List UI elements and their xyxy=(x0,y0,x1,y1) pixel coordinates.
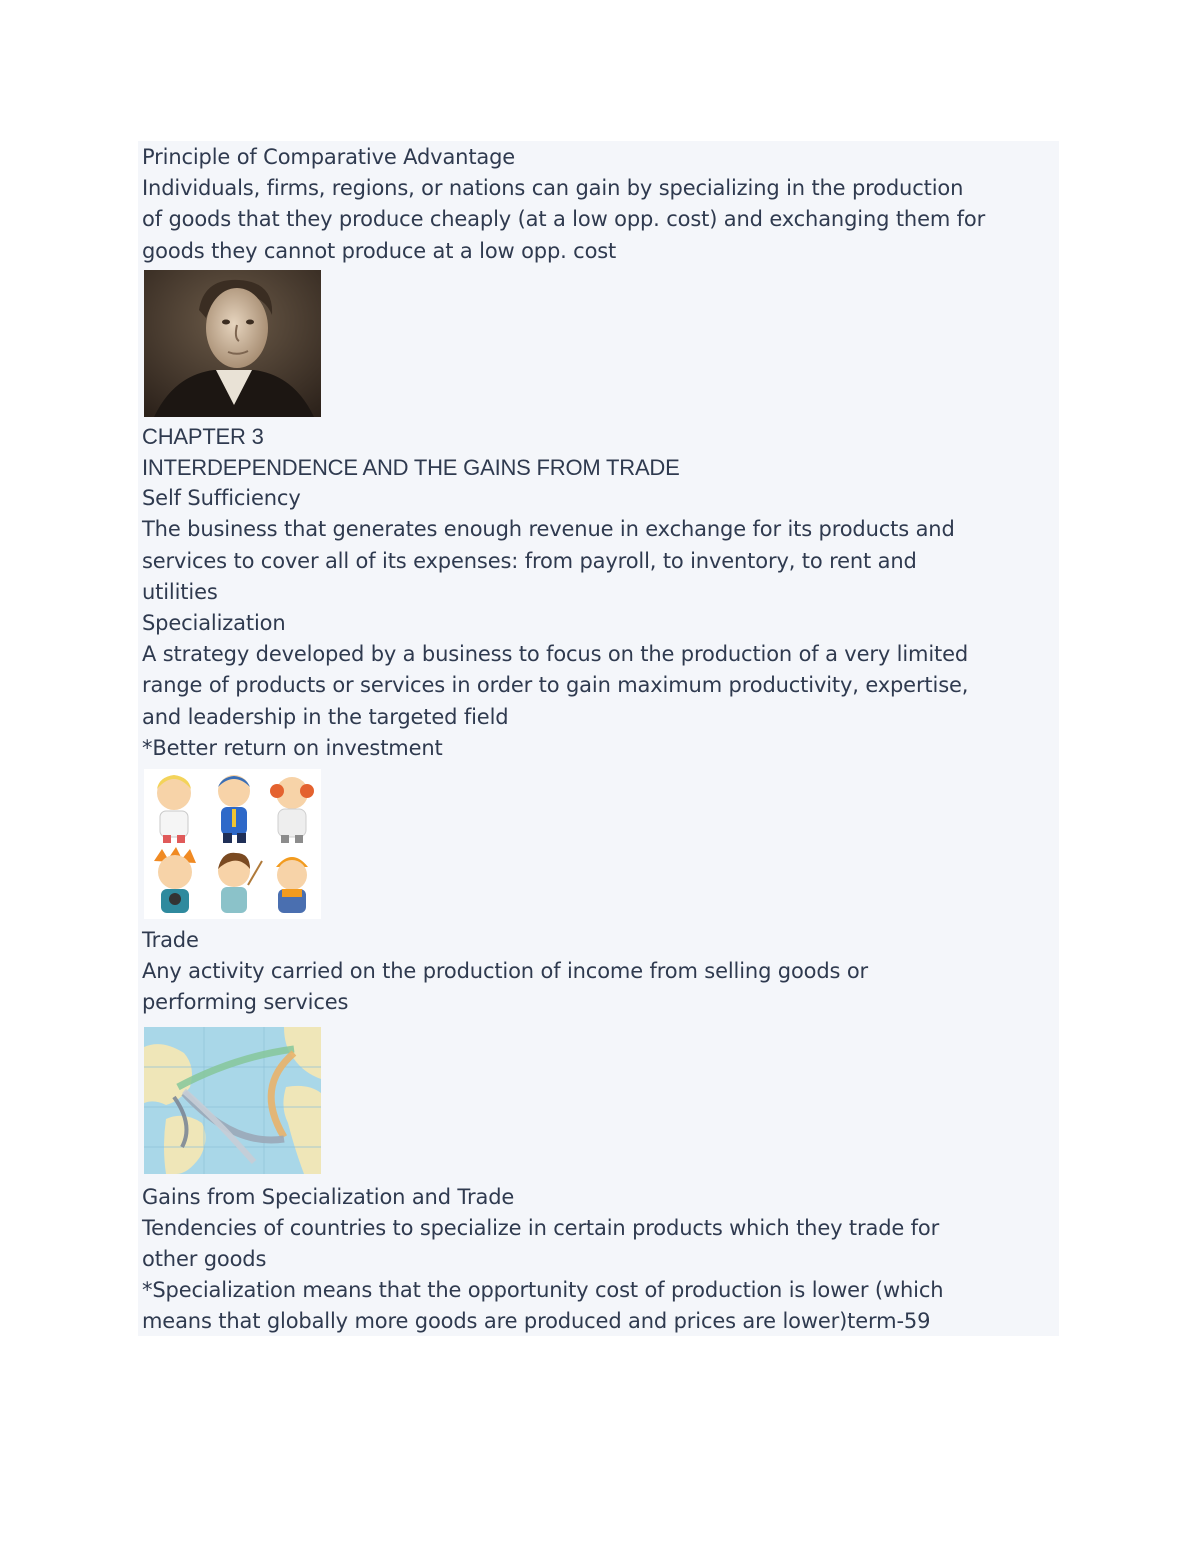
body-line: goods they cannot produce at a low opp. cost xyxy=(142,238,617,263)
body-line: The business that generates enough revenue in exchange for its products and xyxy=(142,517,955,542)
body-line: A strategy developed by a business to focus on the production of a very limited xyxy=(142,642,969,667)
body-line: services to cover all of its expenses: from payroll, to inventory, to rent and xyxy=(142,548,917,573)
heading-gains: Gains from Specialization and Trade xyxy=(142,1184,515,1209)
body-line: and leadership in the targeted field xyxy=(142,704,509,729)
chapter-title: INTERDEPENDENCE AND THE GAINS FROM TRADE xyxy=(142,455,680,481)
body-line: range of products or services in order to gain maximum productivity, expertise, xyxy=(142,673,969,698)
trade-routes-map xyxy=(144,1027,321,1174)
document-content xyxy=(142,142,1057,1338)
heading-comparative-advantage: Principle of Comparative Advantage xyxy=(142,145,516,169)
body-line: *Specialization means that the opportunity cost of production is lower (which xyxy=(142,1278,944,1303)
cartoon-professions-image xyxy=(144,769,321,919)
body-line: other goods xyxy=(142,1247,267,1272)
body-line: Any activity carried on the production of income from selling goods or xyxy=(142,959,869,984)
body-line: Tendencies of countries to specialize in certain products which they trade for xyxy=(142,1215,940,1240)
body-line: Individuals, firms, regions, or nations can gain by specializing in the production xyxy=(142,176,964,201)
cartoon-businessman xyxy=(218,775,250,843)
chapter-label: CHAPTER 3 xyxy=(142,423,264,449)
body-line: of goods that they produce cheaply (at a low opp. cost) and exchanging them for xyxy=(142,207,986,232)
heading-self-sufficiency: Self Sufficiency xyxy=(142,486,301,511)
portrait-photo xyxy=(144,270,321,417)
heading-trade: Trade xyxy=(142,928,199,953)
body-line: performing services xyxy=(142,990,349,1015)
body-line: means that globally more goods are produced and prices are lower)term-59 xyxy=(142,1309,931,1334)
heading-specialization: Specialization xyxy=(142,611,286,636)
body-line: *Better return on investment xyxy=(142,735,443,760)
body-line: utilities xyxy=(142,579,218,604)
